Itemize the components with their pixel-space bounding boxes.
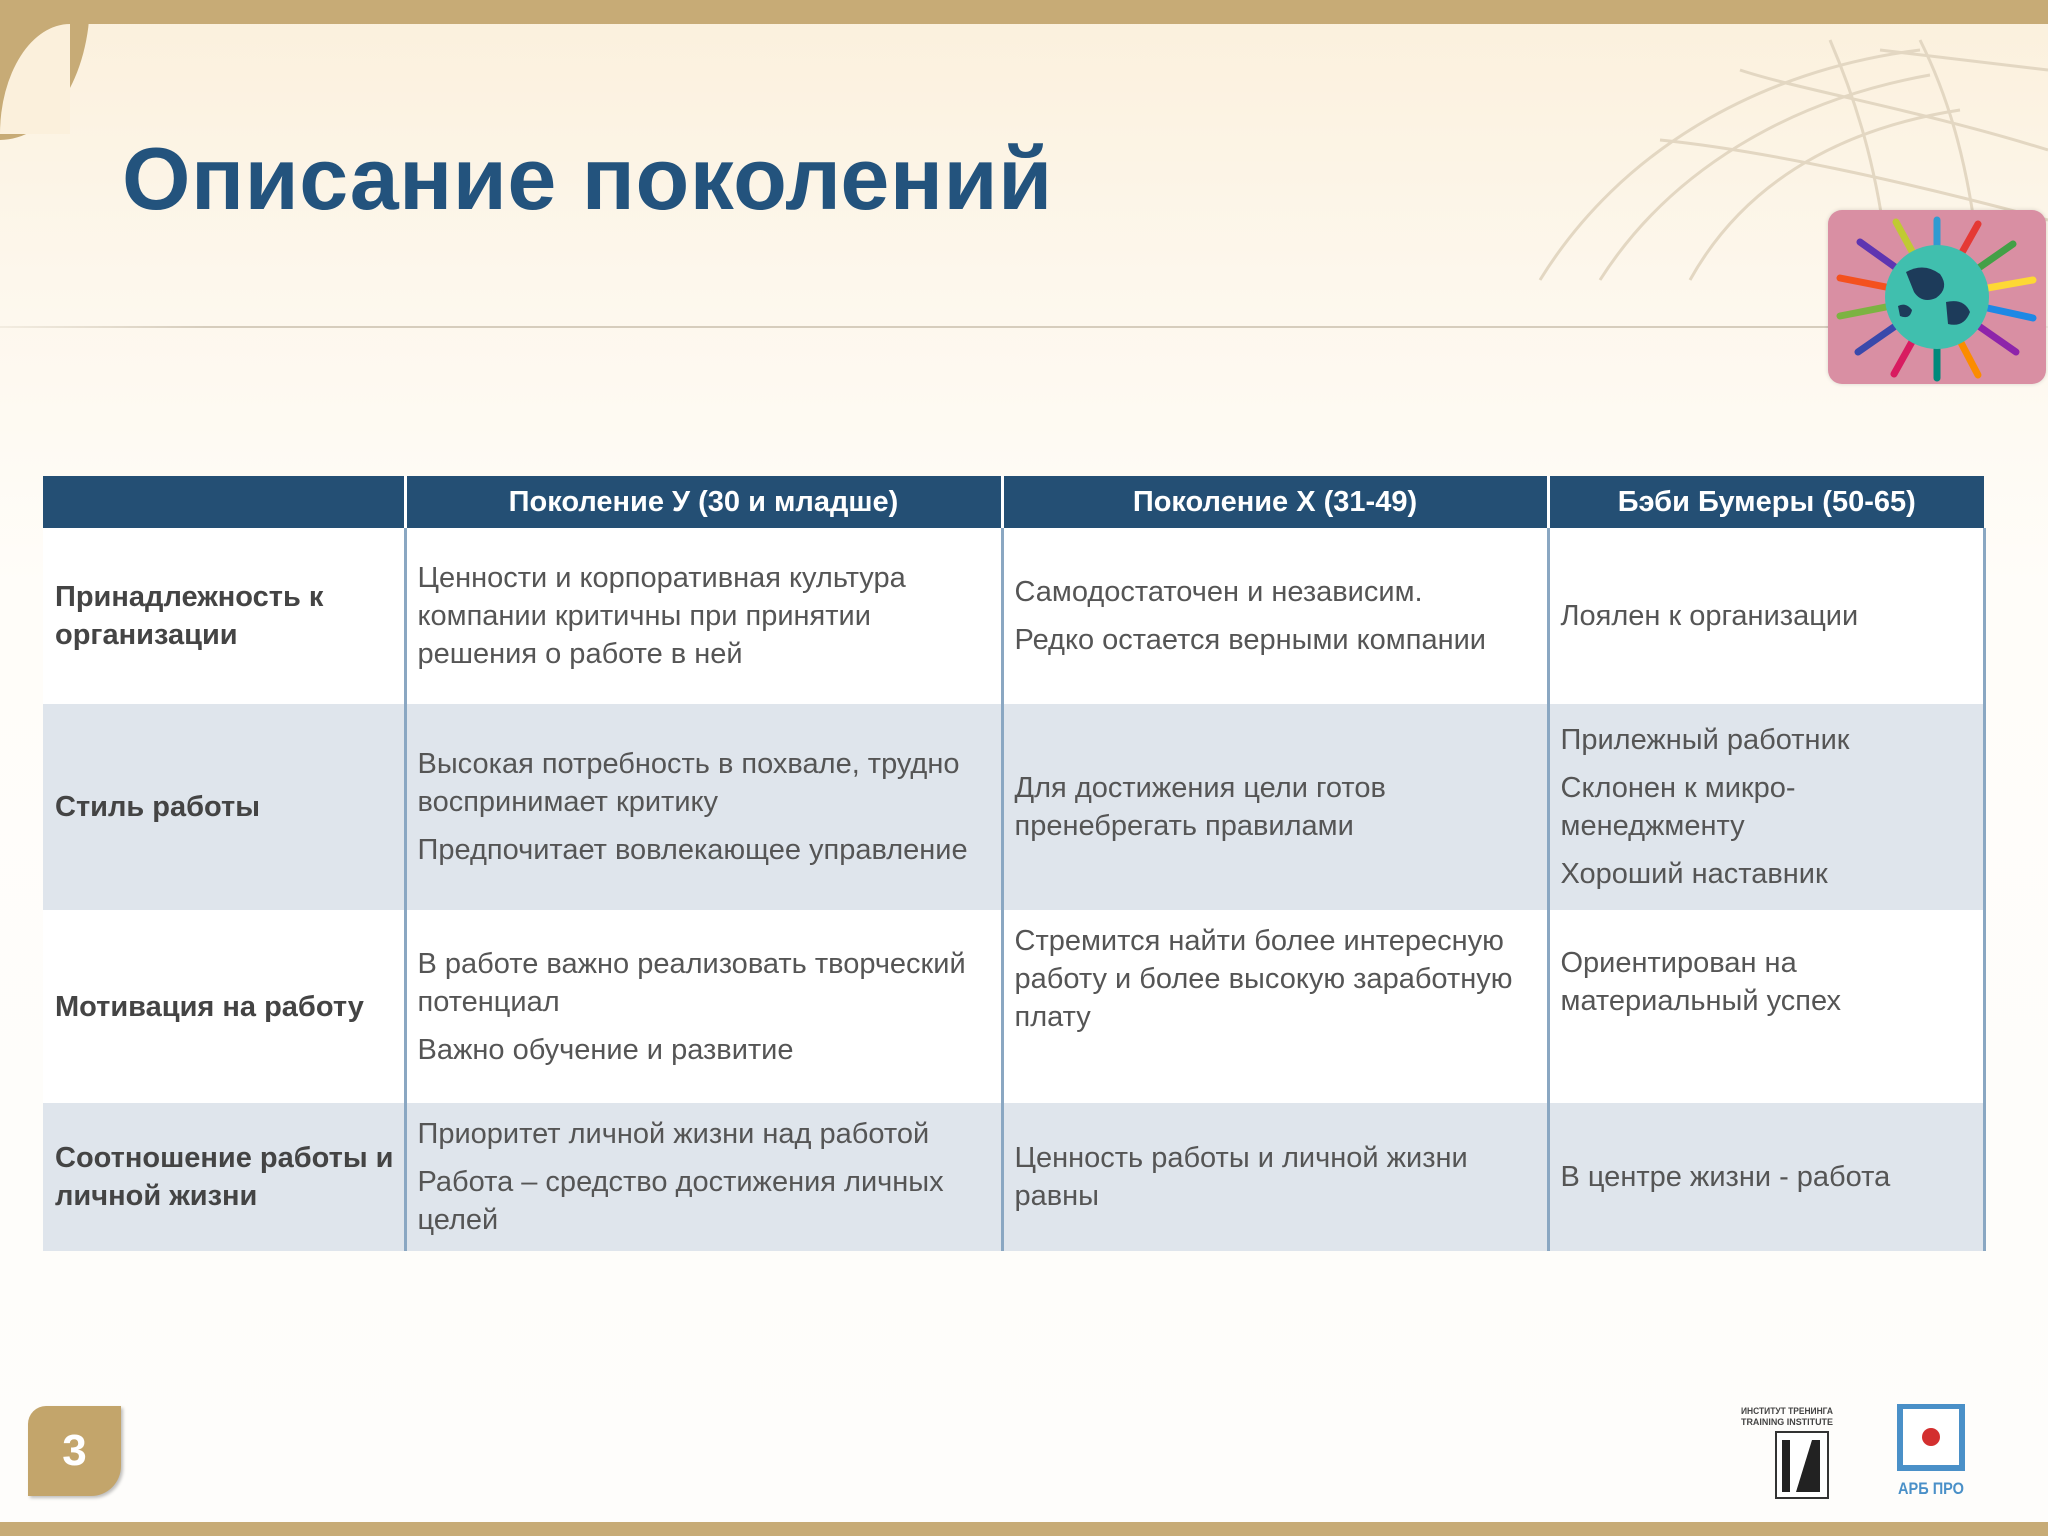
logo-text-ru: ИНСТИТУТ ТРЕНИНГА [1741,1406,1834,1416]
table-cell [1002,704,1548,910]
globe-people-image [1828,210,2046,384]
cell-line: Приоритет личной жизни над работой [417,1118,930,1150]
cell-line: Важно обучение и развитие [417,1033,794,1066]
row-label: Стиль работы [43,704,405,910]
table-row [43,1103,1984,1251]
title-underline [0,326,2048,328]
header-baby-boomers: Бэби Бумеры (50-65) [1548,476,1984,528]
arb-pro-logo [1896,1404,1968,1502]
page-title: Описание поколений [122,129,1053,228]
logo-text-en: TRAINING INSTITUTE [1741,1417,1833,1427]
header-corner-cell [43,476,405,528]
cell-line: В центре жизни - работа [1560,1161,1891,1193]
cell-line: Ориентирован на материальный успех [1560,947,1841,1017]
cell-line: Предпочитает вовлекающее управление [417,834,968,866]
training-institute-logo [1740,1404,1834,1500]
cell-line: Стремится найти более интересную работу и более высокую заработную плату [1014,925,1513,1033]
cell-line: В работе важно реализовать творческий потенциал [417,947,966,1018]
cell-line: Для достижения цели готов пренебрегать правилами [1014,772,1386,842]
generations-table [43,476,1986,1251]
table-cell [1548,704,1984,910]
cell-line: Высокая потребность в похвале, трудно воспринимает критику [417,748,960,818]
table-row [43,910,1984,1103]
table-row [43,704,1984,910]
table-cell [405,910,1002,1103]
row-label: Мотивация на работу [43,910,405,1103]
cell-line: Ценности и корпоративная культура компании критичны при принятии решения о работе в ней [417,562,906,670]
top-frame-bar [0,0,2048,24]
table-header-row [43,476,1984,528]
bottom-frame-bar [0,1522,2048,1536]
row-label: Принадлежность к организации [43,528,405,704]
table-cell [1002,528,1548,704]
cell-line: Прилежный работник [1560,724,1850,756]
cell-line: Работа – средство достижения личных целей [417,1166,944,1236]
row-label: Соотношение работы и личной жизни [43,1103,405,1251]
header-generation-x: Поколение Х (31-49) [1002,476,1548,528]
arb-pro-text: АРБ ПРО [1898,1479,1964,1498]
cell-line: Редко остается верными компании [1014,624,1486,656]
table-cell [405,528,1002,704]
cell-line: Самодостаточен и независим. [1014,576,1423,608]
table-cell [1548,528,1984,704]
table-cell [405,1103,1002,1251]
cell-line: Хороший наставник [1560,858,1828,890]
table-cell [1548,1103,1984,1251]
table-cell [405,704,1002,910]
page-number-badge: 3 [28,1406,121,1496]
cell-line: Лоялен к организации [1560,600,1859,632]
table-row [43,528,1984,704]
cell-line: Склонен к микро-менеджменту [1560,772,1796,842]
table-cell [1002,910,1548,1103]
table-cell [1548,910,1984,1103]
cell-line: Ценность работы и личной жизни равны [1014,1142,1468,1212]
table-cell [1002,1103,1548,1251]
header-generation-y: Поколение У (30 и младше) [405,476,1002,528]
